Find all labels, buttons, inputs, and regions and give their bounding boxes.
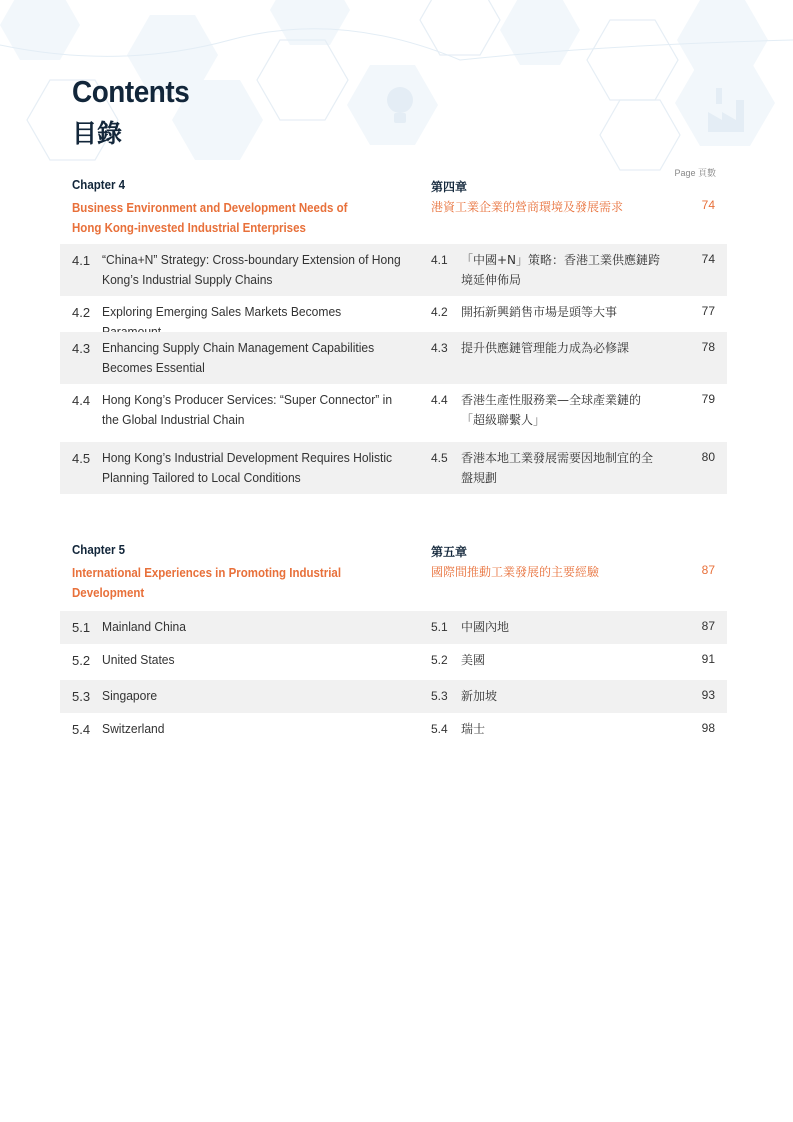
chapter-title: International Experiences in Promoting Industrial Development (72, 566, 342, 600)
chapter-title-chinese: 國際間推動工業發展的主要經驗 (431, 565, 600, 579)
section-title-chinese: 新加坡 (461, 689, 498, 703)
page-number: 87 (701, 619, 715, 633)
page-column-header: Page 頁數 (674, 168, 716, 178)
chapter-4 (60, 178, 727, 494)
page-number: 79 (701, 392, 715, 406)
section-title: Hong Kong’s Industrial Development Requires Holistic Planning Tailored to Local Conditions (102, 450, 393, 485)
section-number: 5.3 (72, 689, 91, 704)
section-number-chinese: 4.1 (431, 253, 448, 267)
chapter-label: Chapter 5 (72, 543, 126, 557)
section-number: 5.1 (72, 620, 91, 635)
chapter-5 (60, 543, 727, 749)
chapter-header[interactable] (60, 178, 727, 244)
toc-row[interactable] (60, 244, 727, 296)
section-number-chinese: 4.5 (431, 451, 448, 465)
section-title-chinese: 美國 (461, 653, 486, 667)
section-number-chinese: 5.2 (431, 653, 448, 667)
toc-row[interactable] (60, 442, 727, 494)
chapter-page-number: 87 (701, 563, 715, 577)
section-title-chinese: 提升供應鏈管理能力成為必修課 (461, 341, 630, 355)
page-title-chinese: 目錄 (72, 119, 123, 148)
section-title-chinese: 香港本地工業發展需要因地制宜的全 盤規劃 (461, 451, 654, 485)
toc-row[interactable] (60, 713, 727, 749)
page-number: 78 (701, 340, 715, 354)
page-title: Contents (72, 74, 190, 109)
section-title: “China+N” Strategy: Cross-boundary Extension of Hong Kong’s Industrial Supply Chains (102, 252, 401, 287)
page-number: 91 (701, 652, 715, 666)
page-number: 98 (701, 721, 715, 735)
page-number: 77 (701, 304, 715, 318)
section-title: Hong Kong’s Producer Services: “Super Connector” in the Global Industrial Chain (102, 392, 393, 427)
section-title: Switzerland (102, 721, 165, 736)
toc-row[interactable] (60, 611, 727, 644)
section-number-chinese: 5.1 (431, 620, 448, 634)
section-title: Mainland China (102, 619, 187, 634)
section-number: 4.5 (72, 451, 91, 466)
section-number: 4.4 (72, 393, 91, 408)
chapter-label: Chapter 4 (72, 178, 126, 192)
toc-row[interactable] (60, 384, 727, 442)
section-number: 5.4 (72, 722, 91, 737)
section-title-chinese: 中國內地 (461, 620, 510, 634)
section-title: Exploring Emerging Sales Markets Becomes (102, 304, 342, 319)
section-number: 4.3 (72, 341, 91, 356)
section-number: 4.2 (72, 305, 91, 320)
section-number-chinese: 5.4 (431, 722, 448, 736)
section-number: 4.1 (72, 253, 91, 268)
toc-row[interactable] (60, 644, 727, 680)
chapter-label-chinese: 第四章 (431, 180, 468, 194)
page-number: 74 (701, 252, 715, 266)
chapter-title-chinese: 港資工業企業的營商環境及發展需求 (431, 200, 624, 214)
section-title: United States (102, 652, 175, 667)
section-title-chinese: 瑞士 (461, 722, 486, 736)
chapter-page-number: 74 (701, 198, 715, 212)
section-title-chinese: 開拓新興銷售市場是頭等大事 (461, 305, 618, 319)
section-title: Singapore (102, 688, 158, 703)
section-number-chinese: 4.3 (431, 341, 448, 355)
section-title: Enhancing Supply Chain Management Capabilities Becomes Essential (102, 340, 375, 375)
page-number: 93 (701, 688, 715, 702)
section-number: 5.2 (72, 653, 91, 668)
chapter-header[interactable] (60, 543, 727, 611)
chapter-label-chinese: 第五章 (431, 545, 468, 559)
page-number: 80 (701, 450, 715, 464)
toc-row[interactable] (60, 680, 727, 713)
section-number-chinese: 4.2 (431, 305, 448, 319)
section-number-chinese: 5.3 (431, 689, 448, 703)
chapter-title: Business Environment and Development Needs of Hong Kong-invested Industrial Enterprises (72, 201, 348, 235)
section-title-chinese: 香港生產性服務業—全球產業鏈的 「超級聯繫人」 (461, 393, 642, 427)
section-number-chinese: 4.4 (431, 393, 448, 407)
toc-row[interactable] (60, 296, 727, 332)
toc-row[interactable] (60, 332, 727, 384)
section-title-chinese: 「中國+N」策略：香港工業供應鏈跨 境延伸佈局 (461, 253, 661, 287)
